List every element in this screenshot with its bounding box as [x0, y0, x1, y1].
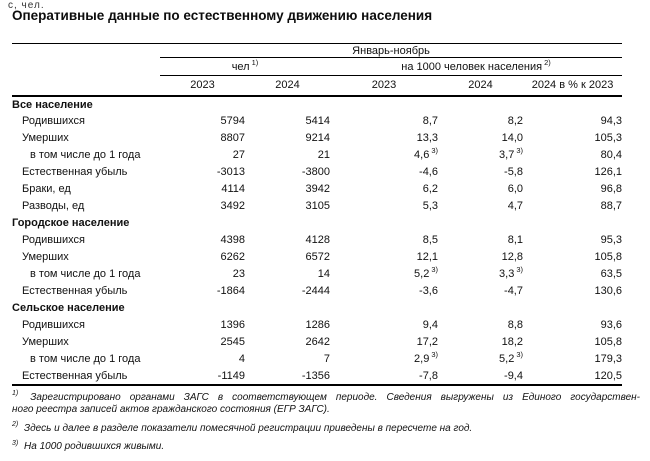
section-title: Все население [12, 98, 93, 111]
section-title: Городское население [12, 217, 130, 229]
value-text: 4,7 [507, 200, 523, 212]
value-text: 1396 [220, 319, 245, 331]
value-text: 6262 [220, 251, 245, 263]
cell-value [245, 351, 330, 368]
cell-value [160, 232, 245, 249]
value-text: 3,3 [499, 268, 515, 280]
value-text: 126,1 [594, 166, 623, 178]
value-text: -3013 [216, 166, 245, 178]
cell-value [523, 266, 622, 283]
cell-value [438, 181, 523, 198]
footnote-ref: 1) [251, 57, 259, 67]
section-header-row [12, 96, 622, 113]
cell-value [438, 147, 523, 164]
cell-value [523, 130, 622, 147]
footnote-ref: 3) [516, 265, 523, 275]
cell-value [245, 283, 330, 300]
table-row [12, 113, 622, 130]
footnote-marker: 1) [12, 390, 19, 398]
cell-value [160, 368, 245, 385]
row-label: Родившихся [22, 319, 85, 331]
value-text: -4,6 [419, 166, 438, 178]
cell-value [245, 334, 330, 351]
cell-value [330, 164, 438, 181]
value-text: 4128 [305, 234, 330, 246]
value-text: 88,7 [600, 200, 623, 212]
value-text: 3,7 [499, 149, 515, 161]
cell-value [160, 147, 245, 164]
value-text: 5794 [220, 115, 245, 127]
cell-value [330, 113, 438, 130]
value-text: 9214 [305, 132, 330, 144]
row-label: Браки, ед [22, 183, 71, 195]
cell-value [245, 130, 330, 147]
value-text: -2444 [301, 285, 330, 297]
cell-value [160, 113, 245, 130]
cell-value [330, 249, 438, 266]
cell-value [523, 249, 622, 266]
value-text: 8807 [220, 132, 245, 144]
cell-value [438, 130, 523, 147]
value-text: 93,6 [600, 319, 623, 331]
section-title: Сельское население [12, 302, 125, 314]
cell-value [330, 317, 438, 334]
value-text: 5414 [305, 115, 330, 127]
table-row [12, 232, 622, 249]
table-row [12, 334, 622, 351]
value-text: 6572 [305, 251, 330, 263]
value-text: 3492 [220, 200, 245, 212]
page-title: Оперативные данные по естественному движению населения [12, 8, 433, 23]
year-header: 2023 [330, 76, 438, 96]
cell-value [245, 266, 330, 283]
value-text: 6,2 [422, 183, 438, 195]
cell-value [523, 198, 622, 215]
value-text: 9,4 [422, 319, 438, 331]
value-text: 130,6 [594, 285, 623, 297]
footnote-ref: 3) [431, 146, 438, 156]
row-label: в том числе до 1 года [30, 149, 141, 161]
cell-value [245, 232, 330, 249]
cell-value [160, 334, 245, 351]
cell-value [438, 164, 523, 181]
value-text: -9,4 [504, 369, 523, 382]
corner-cell [12, 44, 160, 58]
cell-value [330, 232, 438, 249]
cell-value [438, 113, 523, 130]
value-text: 105,8 [594, 251, 623, 263]
table-row [12, 283, 622, 300]
footnotes [12, 392, 640, 454]
value-text: 2,9 [414, 353, 430, 365]
value-text: 2545 [220, 336, 245, 348]
value-text: -5,8 [504, 166, 523, 178]
cell-value [330, 147, 438, 164]
value-text: 80,4 [600, 149, 623, 161]
cell-value [523, 368, 622, 385]
value-text: 12,8 [501, 251, 523, 263]
cell-value [160, 249, 245, 266]
table-row [12, 147, 622, 164]
value-text: 7 [323, 353, 330, 365]
row-label: Умерших [22, 132, 69, 144]
group-header-label: чел [231, 60, 250, 73]
cell-value [438, 249, 523, 266]
cell-value [523, 147, 622, 164]
footnote-line: $^{1)}$ Зарегистрировано органами ЗАГС в соответствующем периоде. Сведения выгружены из Единого государствен- [12, 390, 640, 403]
table-header [12, 44, 622, 96]
cell-value [245, 164, 330, 181]
value-text: 8,5 [422, 234, 438, 246]
cell-value [438, 266, 523, 283]
group-header-row [12, 58, 622, 76]
footnote [12, 441, 640, 454]
cell-value [438, 368, 523, 385]
value-text: 18,2 [501, 336, 523, 348]
row-label: Родившихся [22, 234, 85, 246]
value-text: 3105 [305, 200, 330, 212]
corner-cell [12, 58, 160, 76]
period-header: Январь-ноябрь [160, 44, 622, 58]
cell-value [330, 266, 438, 283]
value-text: 8,1 [507, 234, 523, 246]
cell-value [160, 198, 245, 215]
table-row [12, 266, 622, 283]
row-label: в том числе до 1 года [30, 353, 141, 365]
value-text: -7,8 [419, 369, 438, 382]
footnote-ref: 3) [516, 350, 523, 360]
cell-value [245, 113, 330, 130]
cell-value [160, 130, 245, 147]
value-text: 13,3 [416, 132, 438, 144]
value-text: 95,3 [600, 234, 623, 246]
cell-value [438, 351, 523, 368]
cell-value [245, 317, 330, 334]
year-header: 2024 [245, 76, 330, 96]
value-text: -1356 [301, 369, 330, 382]
footnote [12, 392, 640, 417]
footnote-ref: 3) [431, 350, 438, 360]
cell-value [245, 198, 330, 215]
row-label: Разводы, ед [22, 200, 85, 212]
footnote-ref: 2) [544, 57, 551, 67]
value-text: 8,7 [422, 115, 438, 127]
footnote-ref: 3) [516, 146, 523, 156]
value-text: 2642 [305, 336, 330, 348]
cell-value [330, 283, 438, 300]
value-text: -1864 [216, 285, 245, 297]
row-label: в том числе до 1 года [30, 268, 141, 280]
footnote [12, 423, 640, 436]
value-text: 120,5 [594, 369, 623, 382]
cell-value [523, 283, 622, 300]
cell-value [160, 317, 245, 334]
vital-statistics-table [12, 43, 622, 386]
cell-value [330, 334, 438, 351]
value-text: -3,6 [419, 285, 438, 297]
row-label: Родившихся [22, 115, 85, 127]
cell-value [245, 368, 330, 385]
cell-value [245, 181, 330, 198]
cell-value [438, 334, 523, 351]
value-text: 8,2 [507, 115, 523, 127]
table-row [12, 317, 622, 334]
year-header: 2024 [438, 76, 523, 96]
table-row [12, 351, 622, 368]
value-text: 4398 [220, 234, 245, 246]
cell-value [160, 351, 245, 368]
footnote-line: ного реестра записей актов гражданского состояния (ЕГР ЗАГС). [12, 404, 330, 415]
cell-value [523, 181, 622, 198]
value-text: 14 [317, 268, 330, 280]
row-label: Естественная убыль [22, 369, 128, 382]
cell-value [160, 181, 245, 198]
group-header-per-1000 [330, 58, 622, 76]
section-header-row [12, 300, 622, 317]
value-text: 3942 [305, 183, 330, 195]
cell-value [330, 368, 438, 385]
table-row [12, 130, 622, 147]
table-row [12, 198, 622, 215]
value-text: 14,0 [501, 132, 523, 144]
cell-value [523, 351, 622, 368]
cell-value [523, 232, 622, 249]
row-label: Естественная убыль [22, 166, 128, 178]
cell-value [160, 283, 245, 300]
value-text: 179,3 [594, 353, 623, 365]
value-text: 12,1 [416, 251, 438, 263]
section-header-row [12, 215, 622, 232]
value-text: 23 [232, 268, 245, 280]
footnote-line: $^{2)}$ Здесь и далее в разделе показатели помесячной регистрации приведены в пересчете на год. [12, 421, 473, 434]
footnote-line: $^{3)}$ На 1000 родившихся живыми. [12, 439, 165, 452]
footnote-ref: 3) [431, 265, 438, 275]
value-text: 4 [238, 353, 245, 365]
cell-value [245, 249, 330, 266]
value-text: 96,8 [600, 183, 623, 195]
cell-value [438, 232, 523, 249]
cell-value [330, 198, 438, 215]
value-text: 105,3 [594, 132, 623, 144]
value-text: 5,3 [422, 200, 438, 212]
value-text: 21 [317, 149, 330, 161]
value-text: 105,8 [594, 336, 623, 348]
cell-value [245, 147, 330, 164]
table-row [12, 164, 622, 181]
value-text: 5,2 [499, 353, 515, 365]
cell-value [438, 317, 523, 334]
cell-value [160, 266, 245, 283]
cropped-text-fragment: с, чел. [8, 0, 45, 11]
value-text: -3800 [301, 166, 330, 178]
cell-value [523, 164, 622, 181]
row-label: Естественная убыль [22, 285, 128, 297]
table-row [12, 368, 622, 385]
cell-value [523, 334, 622, 351]
footnote-marker: 3) [12, 439, 19, 447]
value-text: 6,0 [507, 183, 523, 195]
cell-value [438, 283, 523, 300]
table-row [12, 249, 622, 266]
cell-value [523, 113, 622, 130]
row-label: Умерших [22, 336, 69, 348]
cell-value [438, 198, 523, 215]
value-text: -1149 [217, 369, 245, 382]
table-body [12, 96, 622, 385]
value-text: -4,7 [504, 285, 523, 297]
value-text: 4114 [221, 183, 245, 195]
table-row [12, 181, 622, 198]
cell-value [523, 317, 622, 334]
cell-value [330, 351, 438, 368]
corner-cell [12, 76, 160, 96]
value-text: 5,2 [414, 268, 430, 280]
group-header-label: на 1000 человек населения [401, 60, 543, 73]
value-text: 17,2 [416, 336, 438, 348]
value-text: 4,6 [414, 149, 430, 161]
row-label: Умерших [22, 251, 69, 263]
footnote-marker: 2) [12, 421, 19, 429]
cell-value [160, 164, 245, 181]
group-header-persons [160, 58, 330, 76]
value-text: 1286 [305, 319, 330, 331]
period-header-row [12, 44, 622, 58]
value-text: 27 [232, 149, 245, 161]
year-header-row [12, 76, 622, 96]
value-text: 8,8 [507, 319, 523, 331]
cell-value [330, 181, 438, 198]
year-header: 2024 в % к 2023 [523, 76, 622, 96]
value-text: 94,3 [600, 115, 623, 127]
cell-value [330, 130, 438, 147]
value-text: 63,5 [600, 268, 623, 280]
year-header: 2023 [160, 76, 245, 96]
